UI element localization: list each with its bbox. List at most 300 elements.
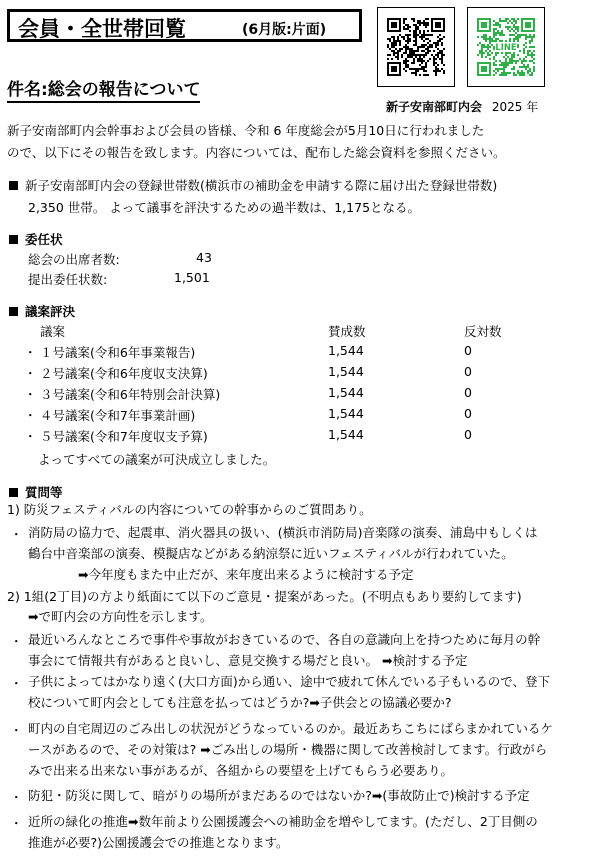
qr-module	[391, 36, 393, 38]
question-bullet-line: 校について町内会としても注意を払ってはどうか?➡子供会との協議必要か?	[28, 695, 452, 710]
qr-module	[395, 56, 397, 58]
qr-module	[515, 62, 517, 64]
qr-module	[481, 52, 483, 54]
qr-module	[409, 40, 411, 42]
question-bullet-line: 推進が必要?)公園援護会での推進となります。	[28, 835, 289, 850]
qr-module	[413, 36, 415, 38]
qr-module	[389, 38, 391, 40]
organization-name: 新子安南部町内会	[386, 100, 483, 114]
proxy-heading	[9, 230, 63, 248]
qr-module	[409, 48, 411, 50]
qr-module	[415, 68, 417, 70]
qr-module	[405, 48, 407, 50]
qr-module	[419, 20, 421, 22]
qr-module	[515, 22, 517, 24]
qr-module	[427, 52, 429, 54]
votes-heading-text: 議案評決	[25, 304, 76, 319]
qr-module	[515, 32, 517, 34]
qr-module	[401, 54, 403, 56]
qr-module	[495, 54, 497, 56]
qr-module	[403, 46, 405, 48]
qr-module	[423, 22, 425, 24]
qr-module	[403, 36, 405, 38]
qr-module	[429, 34, 431, 36]
qr-module	[415, 38, 417, 40]
qr-module	[515, 26, 517, 28]
qr-module	[417, 34, 419, 36]
qr-module	[481, 56, 483, 58]
qr-module	[397, 38, 399, 40]
qr-module	[505, 52, 507, 54]
qr-module	[421, 68, 423, 70]
qr-module	[519, 50, 521, 52]
qr-module	[527, 52, 529, 54]
qr-module	[419, 30, 421, 32]
qr-module	[405, 62, 407, 64]
qr-module	[389, 48, 391, 50]
qr-module	[439, 34, 441, 36]
qr-module	[407, 28, 409, 30]
qr-module	[405, 52, 407, 54]
qr-module	[497, 24, 499, 26]
qr-module	[529, 42, 531, 44]
qr-module	[491, 38, 493, 40]
qr-module	[423, 74, 425, 76]
qr-module	[497, 22, 499, 24]
qr-module	[417, 50, 419, 52]
qr-module	[425, 44, 427, 46]
proxy-label: 総会の出席者数:	[28, 252, 120, 267]
qr-module	[501, 32, 503, 34]
qr-module	[425, 54, 427, 56]
qr-module	[415, 40, 417, 42]
qr-module	[413, 52, 415, 54]
qr-module	[423, 68, 425, 70]
qr-module	[517, 18, 519, 20]
qr-module	[511, 58, 513, 60]
qr-module	[485, 56, 487, 58]
dot-bullet: ・	[24, 345, 37, 360]
qr-module	[531, 38, 533, 40]
qr-module	[421, 44, 423, 46]
qr-module	[517, 30, 519, 32]
qr-code-frame[interactable]	[377, 7, 455, 87]
qr-module	[507, 28, 509, 30]
qr-module	[479, 50, 481, 52]
qr-module	[507, 72, 509, 74]
qr-module	[523, 44, 525, 46]
qr-module	[533, 66, 535, 68]
qr-module	[493, 34, 495, 36]
qr-module	[401, 48, 403, 50]
qr-module	[437, 48, 439, 50]
qr-module	[433, 50, 435, 52]
qr-module	[387, 46, 389, 48]
qr-module	[421, 60, 423, 62]
qr-module	[405, 58, 407, 60]
qr-module	[415, 50, 417, 52]
qr-module	[403, 22, 405, 24]
title-box	[7, 9, 362, 42]
qr-module	[525, 42, 527, 44]
qr-module	[489, 38, 491, 40]
proxy-value: 43	[196, 250, 212, 265]
qr-module	[513, 56, 515, 58]
qr-module	[517, 36, 519, 38]
qr-module	[511, 56, 513, 58]
qr-module	[403, 60, 405, 62]
qr-module	[531, 36, 533, 38]
qr-module	[423, 46, 425, 48]
motion-name: １号議案(令和6年事業報告)	[40, 345, 196, 360]
qr-module	[435, 72, 437, 74]
qr-module	[433, 42, 435, 44]
question-bullet-line: 防犯・防災に関して、暗がりの場所がまだあるのではないか?➡(事故防止で)検討する予定	[28, 788, 530, 803]
qr-module	[477, 54, 479, 56]
qr-module	[405, 64, 407, 66]
qr-module	[527, 54, 529, 56]
qr-module	[415, 70, 417, 72]
qr-module	[531, 52, 533, 54]
qr-module	[401, 56, 403, 58]
qr-module	[523, 34, 525, 36]
qr-module	[517, 72, 519, 74]
qr-module	[503, 56, 505, 58]
qr-module	[415, 24, 417, 26]
qr-module	[407, 36, 409, 38]
document-edition: (6月版:片面)	[242, 22, 327, 38]
qr-module	[391, 46, 393, 48]
qr-module	[439, 40, 441, 42]
qr-module	[525, 36, 527, 38]
qr-module	[393, 38, 395, 40]
qr-module	[529, 74, 531, 76]
qr-module	[413, 60, 415, 62]
qr-module	[527, 36, 529, 38]
qr-module	[405, 34, 407, 36]
qr-module	[425, 24, 427, 26]
qr-module	[487, 44, 489, 46]
qr-module	[499, 60, 501, 62]
qr-module	[427, 46, 429, 48]
qr-module	[407, 56, 409, 58]
qr-module	[409, 56, 411, 58]
qr-module	[523, 50, 525, 52]
qr-module	[499, 18, 501, 20]
qr-module	[427, 30, 429, 32]
qr-module	[517, 60, 519, 62]
qr-module	[527, 70, 529, 72]
qr-module	[495, 38, 497, 40]
line-qr-code-frame[interactable]	[467, 7, 545, 87]
qr-module	[497, 32, 499, 34]
qr-module	[425, 52, 427, 54]
qr-module	[429, 40, 431, 42]
qr-module	[441, 68, 443, 70]
qr-module	[437, 44, 439, 46]
qr-module	[433, 58, 435, 60]
qr-module	[403, 20, 405, 22]
qr-module	[499, 74, 501, 76]
qr-module	[417, 68, 419, 70]
qr-module	[397, 54, 399, 56]
qr-module	[495, 28, 497, 30]
qr-module	[411, 50, 413, 52]
qr-module	[405, 70, 407, 72]
qr-module	[421, 54, 423, 56]
qr-module	[423, 32, 425, 34]
qr-module	[523, 66, 525, 68]
qr-module	[495, 64, 497, 66]
qr-module	[487, 52, 489, 54]
qr-module	[393, 50, 395, 52]
line-qr-code-icon	[477, 18, 535, 76]
qr-module	[427, 18, 429, 20]
qr-module	[419, 74, 421, 76]
qr-module	[531, 46, 533, 48]
qr-module	[411, 68, 413, 70]
qr-module	[429, 44, 431, 46]
qr-module	[431, 54, 433, 56]
qr-module	[411, 72, 413, 74]
qr-module	[525, 68, 527, 70]
qr-module	[409, 30, 411, 32]
qr-module	[387, 44, 389, 46]
question-bullet-line: 最近いろんなところで事件や事故がおきているので、各自の意識向上を持つために毎月の幹	[28, 632, 541, 647]
qr-module	[421, 46, 423, 48]
question-heading: 2) 1組(2丁目)の方より紙面にて以下のご意見・提案があった。(不明点もあり要約してます)	[7, 589, 522, 604]
qr-module	[413, 24, 415, 26]
qr-module	[529, 40, 531, 42]
qr-module	[505, 74, 507, 76]
qr-module	[433, 70, 435, 72]
qr-module	[397, 58, 399, 60]
qr-module	[441, 62, 443, 64]
qr-module	[397, 52, 399, 54]
qr-module	[497, 38, 499, 40]
qr-module	[517, 40, 519, 42]
qr-module	[441, 42, 443, 44]
motion-name: ５号議案(令和7年度収支予算)	[40, 429, 208, 444]
qr-module	[435, 70, 437, 72]
qr-module	[407, 34, 409, 36]
qr-module	[503, 68, 505, 70]
intro-line: ので、以下にその報告を致します。内容については、配布した総会資料を参照ください。	[7, 145, 506, 160]
qr-module	[493, 56, 495, 58]
qr-module	[433, 60, 435, 62]
qr-module	[493, 36, 495, 38]
qr-module	[411, 52, 413, 54]
qr-module	[423, 60, 425, 62]
qr-module	[407, 42, 409, 44]
qr-module	[393, 40, 395, 42]
qr-module	[403, 26, 405, 28]
qr-module	[435, 68, 437, 70]
question-bullet-line: 子供によってはかなり遠く(大口方面)から通い、途中で疲れて休んでいる子もいるので、登下	[28, 674, 551, 689]
qr-module	[397, 56, 399, 58]
qr-module	[477, 36, 479, 38]
qr-module	[395, 42, 397, 44]
qr-module	[425, 26, 427, 28]
qr-module	[413, 58, 415, 60]
qr-module	[413, 30, 415, 32]
qr-module	[437, 42, 439, 44]
qr-module	[487, 38, 489, 40]
qr-module	[415, 36, 417, 38]
qr-module	[407, 26, 409, 28]
qr-module	[517, 46, 519, 48]
qr-module	[405, 50, 407, 52]
qr-module	[507, 64, 509, 66]
qr-module	[423, 50, 425, 52]
households-heading	[9, 178, 497, 194]
qr-module	[415, 72, 417, 74]
qr-module	[525, 56, 527, 58]
motion-no: 0	[464, 385, 472, 400]
qr-module	[521, 74, 523, 76]
qr-module	[523, 58, 525, 60]
qr-module	[433, 56, 435, 58]
qr-module	[501, 72, 503, 74]
qr-module	[513, 68, 515, 70]
qr-module	[495, 34, 497, 36]
dot-bullet: ・	[24, 429, 37, 444]
qr-module	[405, 46, 407, 48]
qr-module	[407, 60, 409, 62]
qr-label: LINE	[495, 42, 517, 52]
motion-name: ２号議案(令和6年度収支決算)	[40, 366, 208, 381]
votes-col-header: 議案	[40, 324, 66, 339]
qr-module	[435, 42, 437, 44]
qr-module	[521, 62, 523, 64]
questions-heading	[9, 483, 63, 501]
qr-module	[415, 32, 417, 34]
qr-module	[515, 60, 517, 62]
qr-module	[419, 22, 421, 24]
qr-module	[525, 66, 527, 68]
qr-module	[489, 46, 491, 48]
qr-module	[517, 28, 519, 30]
dot-bullet: ・	[24, 387, 37, 402]
qr-module	[403, 18, 405, 20]
qr-module	[499, 68, 501, 70]
proxy-value: 1,501	[174, 270, 210, 285]
qr-module	[499, 26, 501, 28]
votes-heading	[9, 302, 75, 320]
qr-module	[497, 52, 499, 54]
subject-line: 件名:総会の報告について	[7, 75, 200, 103]
question-bullet-line: 近所の緑化の推進➡数年前より公園援護会への補助金を増やしてます。(ただし、2丁目側の	[28, 814, 538, 829]
qr-module	[421, 58, 423, 60]
qr-module	[421, 50, 423, 52]
qr-module	[533, 68, 535, 70]
qr-module	[427, 38, 429, 40]
motion-yes: 1,544	[328, 427, 364, 442]
qr-module	[497, 68, 499, 70]
qr-module	[505, 64, 507, 66]
qr-module	[497, 70, 499, 72]
qr-module	[419, 46, 421, 48]
square-bullet-icon	[9, 235, 18, 244]
qr-finder	[391, 66, 397, 72]
qr-module	[493, 74, 495, 76]
qr-module	[513, 34, 515, 36]
qr-module	[513, 18, 515, 20]
qr-module	[485, 46, 487, 48]
households-body: 2,350 世帯。 よって議事を評決するための過半数は、1,175となる。	[28, 200, 421, 215]
qr-module	[483, 38, 485, 40]
qr-module	[399, 44, 401, 46]
qr-module	[529, 46, 531, 48]
qr-module	[395, 40, 397, 42]
qr-module	[397, 36, 399, 38]
qr-module	[499, 34, 501, 36]
qr-module	[525, 34, 527, 36]
qr-module	[511, 60, 513, 62]
qr-module	[509, 26, 511, 28]
qr-module	[521, 34, 523, 36]
qr-module	[489, 54, 491, 56]
qr-module	[509, 72, 511, 74]
motion-no: 0	[464, 364, 472, 379]
qr-module	[493, 70, 495, 72]
qr-module	[441, 44, 443, 46]
qr-module	[419, 54, 421, 56]
qr-module	[417, 58, 419, 60]
dot-bullet: ・	[24, 408, 37, 423]
qr-module	[427, 60, 429, 62]
qr-module	[413, 72, 415, 74]
qr-module	[513, 66, 515, 68]
qr-module	[529, 60, 531, 62]
qr-module	[501, 62, 503, 64]
qr-module	[409, 68, 411, 70]
qr-module	[409, 34, 411, 36]
intro-line: 新子安南部町内会幹事および会員の皆様、令和 6 年度総会が5月10日に行われました	[7, 123, 485, 138]
qr-finder	[481, 66, 487, 72]
question-heading: 1) 防災フェスティバルの内容についての幹事からのご質問あり。	[7, 502, 372, 517]
qr-module	[485, 50, 487, 52]
qr-module	[407, 38, 409, 40]
qr-module	[393, 46, 395, 48]
qr-module	[485, 40, 487, 42]
qr-module	[429, 58, 431, 60]
qr-module	[517, 70, 519, 72]
qr-module	[439, 38, 441, 40]
qr-module	[509, 58, 511, 60]
qr-module	[487, 46, 489, 48]
qr-module	[409, 52, 411, 54]
qr-module	[441, 52, 443, 54]
qr-module	[505, 58, 507, 60]
qr-module	[495, 32, 497, 34]
qr-module	[533, 36, 535, 38]
qr-module	[517, 54, 519, 56]
qr-module	[523, 60, 525, 62]
qr-module	[487, 48, 489, 50]
qr-module	[533, 54, 535, 56]
qr-module	[421, 38, 423, 40]
qr-module	[529, 34, 531, 36]
qr-module	[515, 28, 517, 30]
qr-module	[419, 60, 421, 62]
qr-module	[413, 34, 415, 36]
qr-module	[397, 50, 399, 52]
qr-module	[495, 68, 497, 70]
qr-module	[529, 70, 531, 72]
qr-module	[507, 18, 509, 20]
qr-module	[419, 64, 421, 66]
